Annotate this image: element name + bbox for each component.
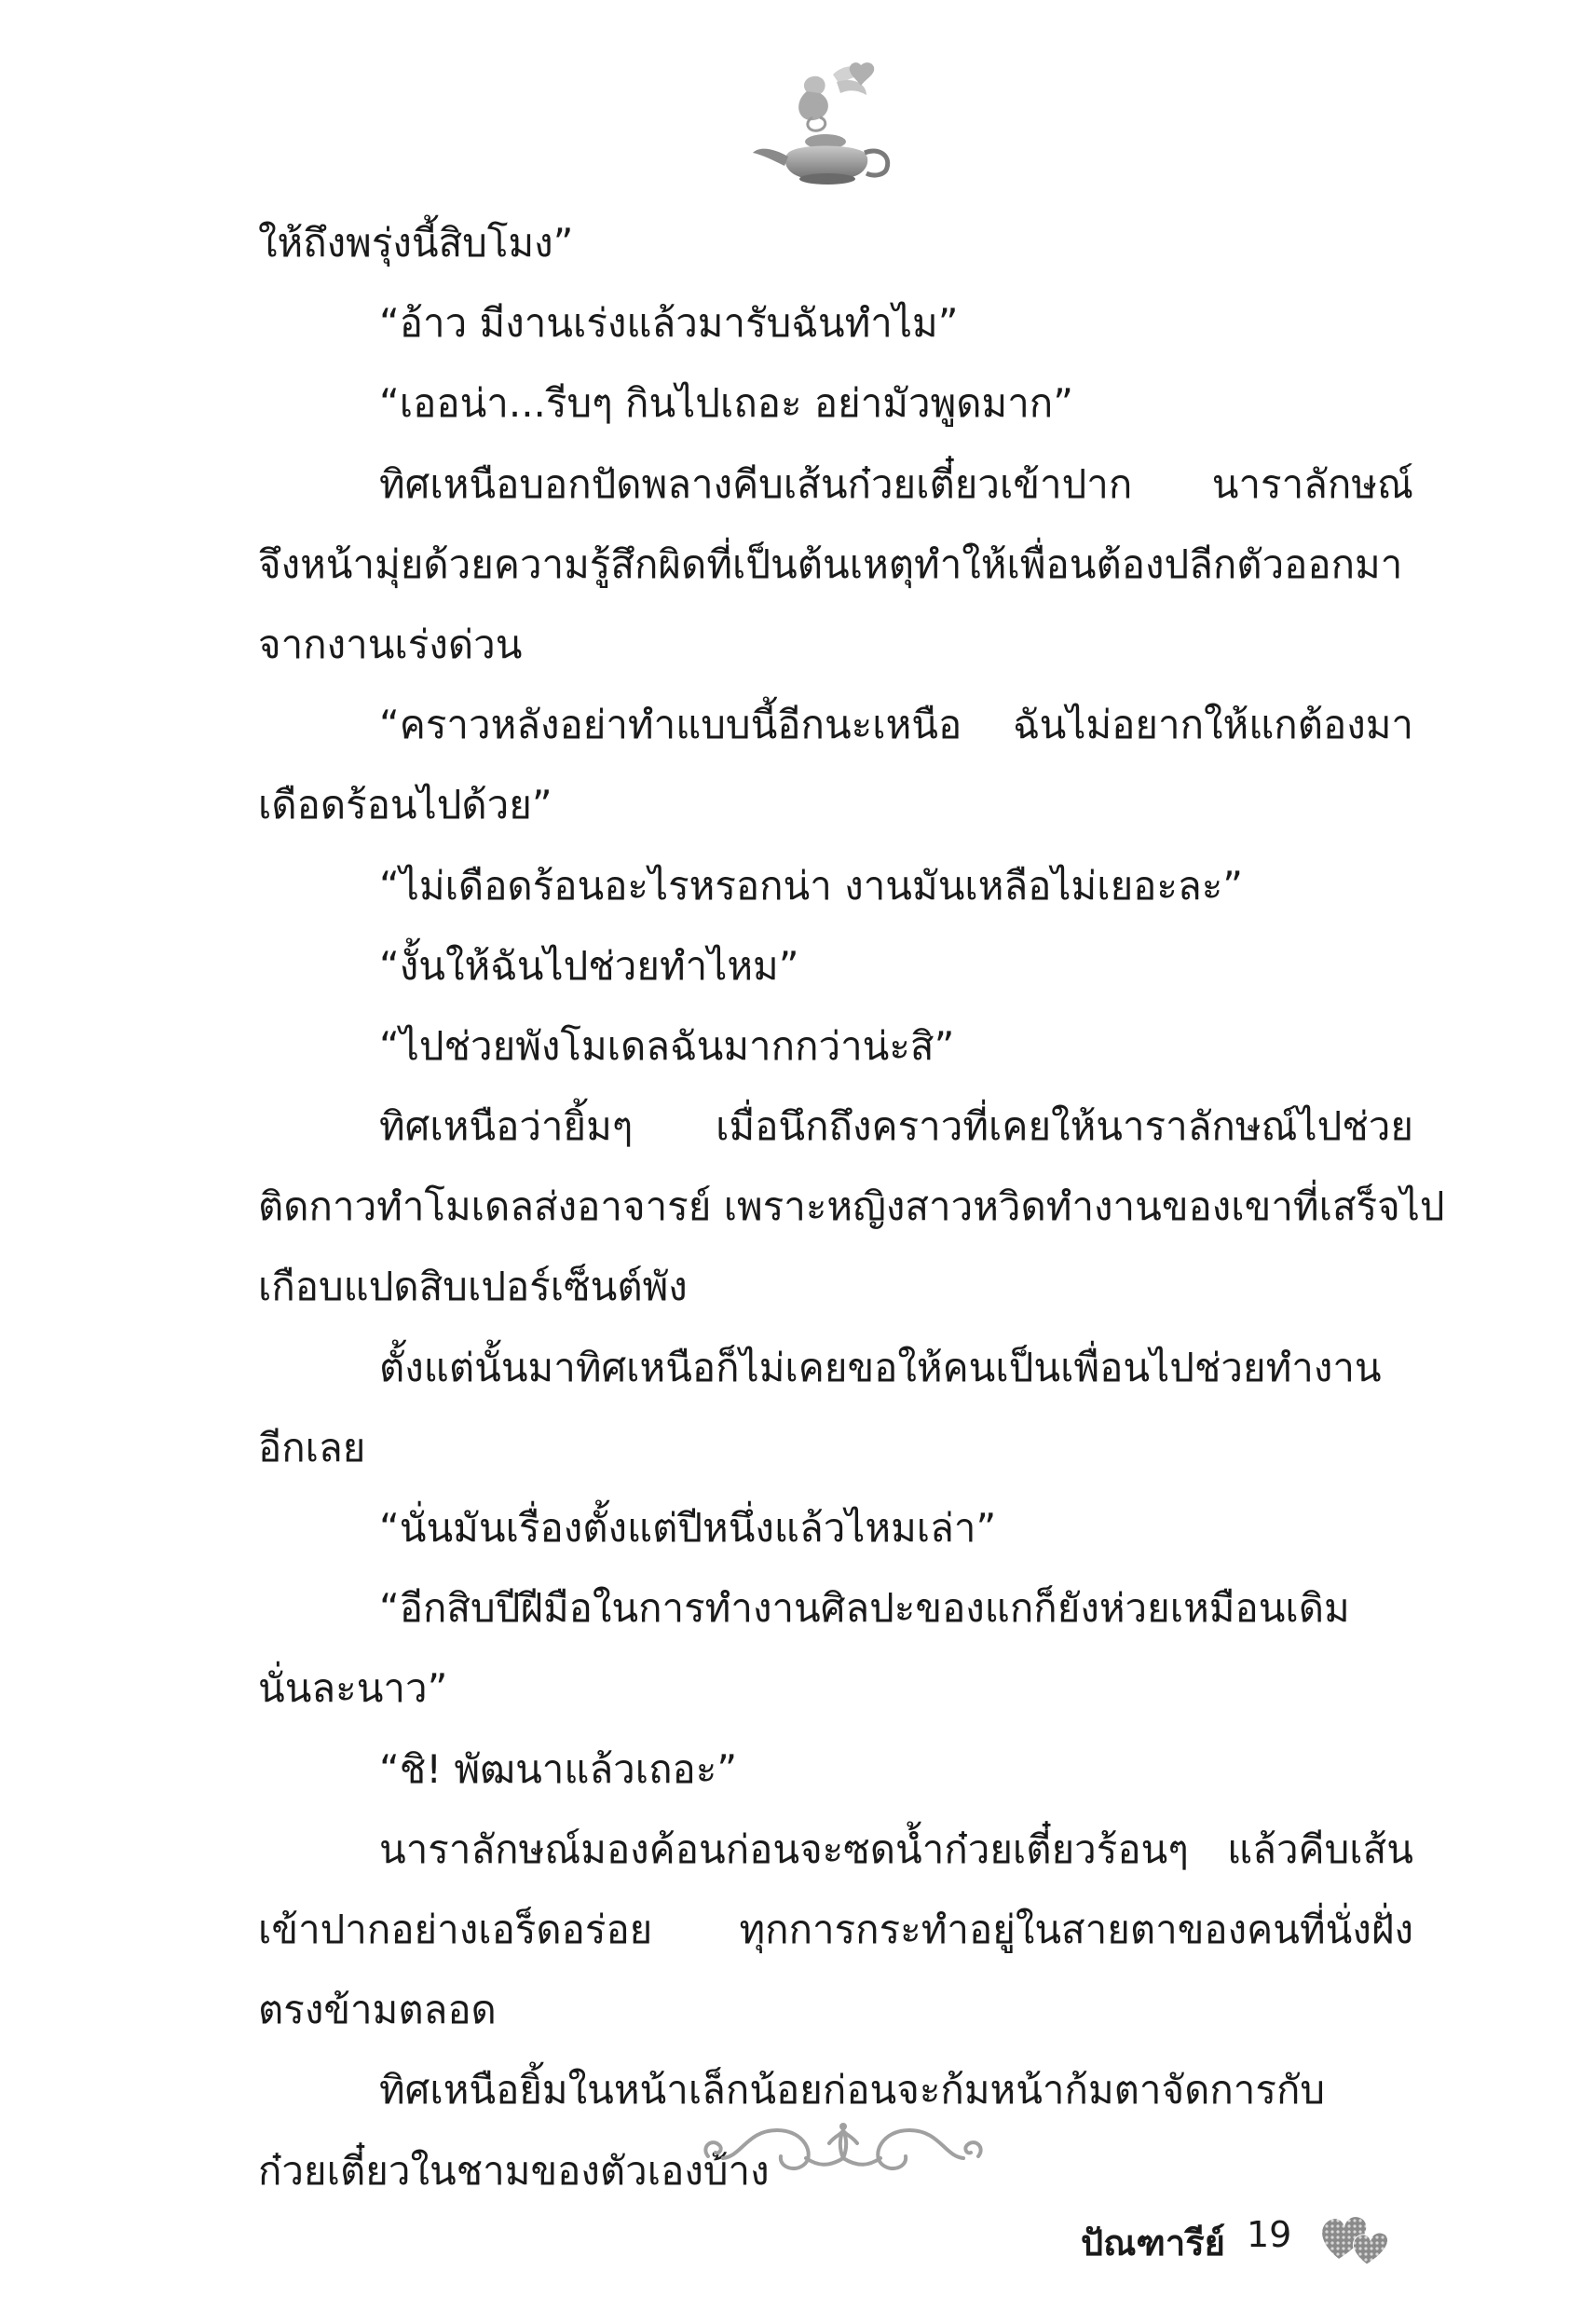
paragraph-line: นั่นละนาว” <box>258 1665 448 1712</box>
paragraph-line: “เออน่า...รีบๆ กินไปเถอะ อย่ามัวพูดมาก” <box>379 380 1073 427</box>
paragraph-line: “ไปช่วยพังโมเดลฉันมากกว่าน่ะสิ” <box>379 1022 955 1069</box>
paragraph-line: ติดกาวทำโมเดลส่งอาจารย์ เพราะหญิงสาวหวิดทำงานของเขาที่เสร็จไป <box>258 1183 1445 1230</box>
paragraph-line: “อีกสิบปีฝีมือในการทำงานศิลปะของแกก็ยังห่วยเหมือนเดิม <box>379 1585 1350 1632</box>
cupid-teapot-icon <box>751 56 900 191</box>
paragraph-line: เกือบแปดสิบเปอร์เซ็นต์พัง <box>258 1264 688 1310</box>
paragraph-line: “งั้นให้ฉันไปช่วยทำไหม” <box>379 942 799 989</box>
paragraph-line: ทิศเหนือว่ายิ้มๆ เมื่อนึกถึงคราวที่เคยให้นาราลักษณ์ไปช่วย <box>379 1103 1413 1150</box>
paragraph-line: ก๋วยเตี๋ยวในชามของตัวเองบ้าง <box>258 2147 770 2194</box>
paragraph-line: “อ้าว มีงานเร่งแล้วมารับฉันทำไม” <box>379 300 959 347</box>
paragraph-line: “คราวหลังอย่าทำแบบนี้อีกนะเหนือ ฉันไม่อยากให้แกต้องมา <box>379 702 1413 748</box>
paragraph-line: จึงหน้ามุ่ยด้วยความรู้สึกผิดที่เป็นต้นเหตุทำให้เพื่อนต้องปลีกตัวออกมา <box>258 540 1403 587</box>
hearts-icon <box>1318 2207 1393 2272</box>
paragraph-line: “ไม่เดือดร้อนอะไรหรอกน่า งานมันเหลือไม่เยอะละ” <box>379 862 1244 909</box>
paragraph-line: ทิศเหนือยิ้มในหน้าเล็กน้อยก่อนจะก้มหน้าก้มตาจัดการกับ <box>379 2067 1326 2113</box>
paragraph-line: จากงานเร่งด่วน <box>258 621 523 667</box>
scroll-flourish-icon <box>689 2115 997 2190</box>
page-number: 19 <box>1247 2214 1292 2255</box>
paragraph-line: เข้าปากอย่างเอร็ดอร่อย ทุกการกระทำอยู่ในสายตาของคนที่นั่งฝั่ง <box>258 1906 1413 1952</box>
body-text <box>258 203 1445 2211</box>
paragraph-line: ตรงข้ามตลอด <box>258 1987 497 2033</box>
paragraph-line: ให้ถึงพรุ่งนี้สิบโมง” <box>258 220 574 266</box>
paragraph-line: “ชิ! พัฒนาแล้วเถอะ” <box>379 1745 738 1792</box>
paragraph-line: ทิศเหนือบอกปัดพลางคีบเส้นก๋วยเตี๋ยวเข้าปาก นาราลักษณ์ <box>379 460 1413 507</box>
paragraph-line: ตั้งแต่นั้นมาทิศเหนือก็ไม่เคยขอให้คนเป็นเพื่อนไปช่วยทำงาน <box>379 1344 1382 1390</box>
page-footer <box>1006 2207 1398 2281</box>
book-title: ปัณฑารีย์ <box>1081 2222 1225 2263</box>
paragraph-line: เดือดร้อนไปด้วย” <box>258 782 552 828</box>
paragraph-line: นาราลักษณ์มองค้อนก่อนจะซดน้ำก๋วยเตี๋ยวร้อนๆ แล้วคีบเส้น <box>379 1826 1413 1872</box>
paragraph-line: อีกเลย <box>258 1424 366 1470</box>
paragraph-line: “นั่นมันเรื่องตั้งแต่ปีหนึ่งแล้วไหมเล่า” <box>379 1505 997 1551</box>
